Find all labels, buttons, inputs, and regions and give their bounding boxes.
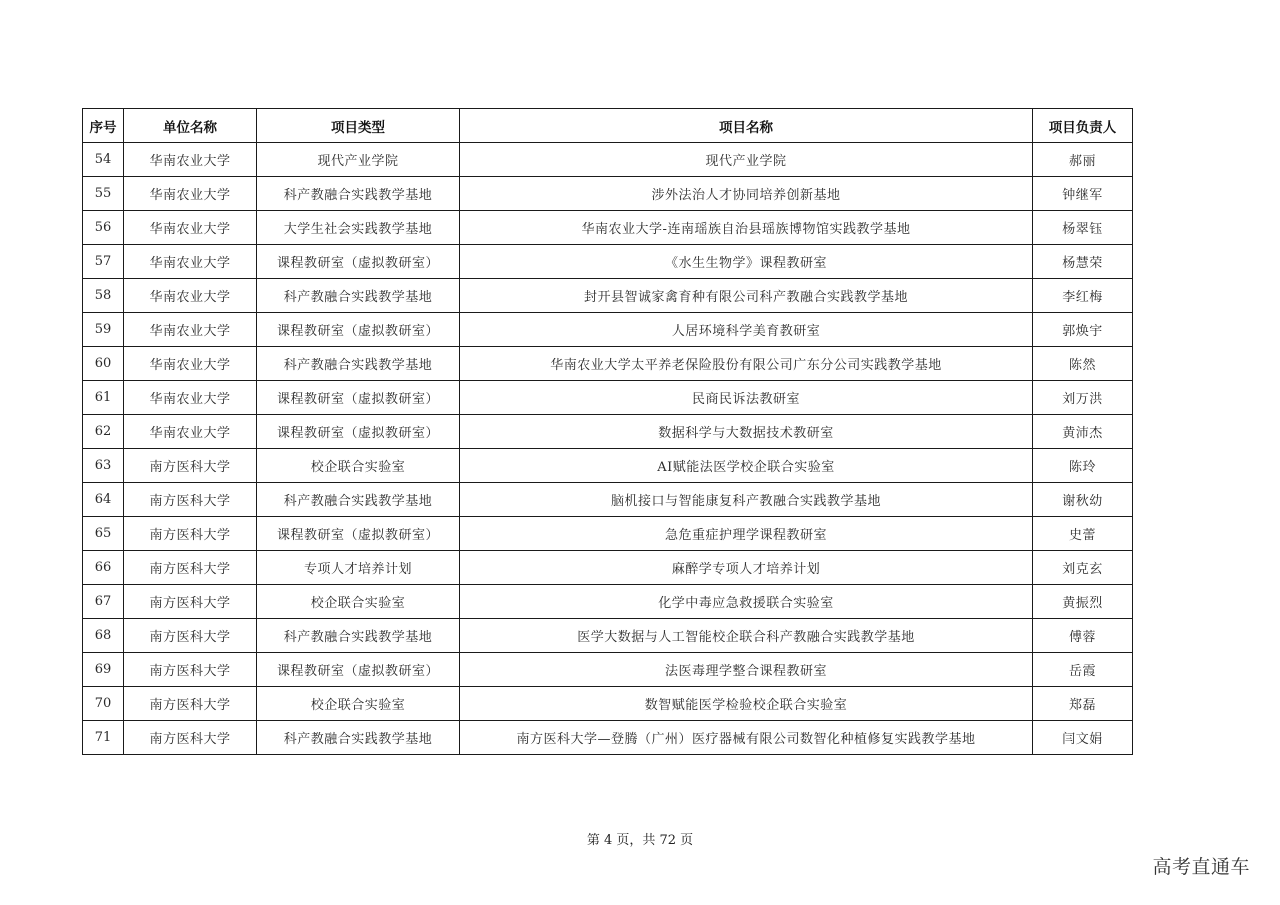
cell-unit: 华南农业大学 xyxy=(124,415,257,449)
cell-index: 66 xyxy=(83,551,124,585)
cell-unit: 华南农业大学 xyxy=(124,381,257,415)
cell-index: 56 xyxy=(83,211,124,245)
cell-project-name: 急危重症护理学课程教研室 xyxy=(460,517,1033,551)
table-body xyxy=(83,143,1133,755)
table-row xyxy=(83,483,1133,517)
cell-project-type: 课程教研室（虚拟教研室） xyxy=(257,313,460,347)
cell-index: 54 xyxy=(83,143,124,177)
table-row xyxy=(83,687,1133,721)
cell-leader: 岳霞 xyxy=(1033,653,1133,687)
cell-index: 58 xyxy=(83,279,124,313)
table-row xyxy=(83,177,1133,211)
cell-index: 63 xyxy=(83,449,124,483)
cell-index: 65 xyxy=(83,517,124,551)
cell-project-type: 科产教融合实践教学基地 xyxy=(257,619,460,653)
cell-unit: 南方医科大学 xyxy=(124,687,257,721)
cell-unit: 南方医科大学 xyxy=(124,483,257,517)
cell-leader: 傅蓉 xyxy=(1033,619,1133,653)
cell-project-type: 校企联合实验室 xyxy=(257,585,460,619)
cell-project-type: 科产教融合实践教学基地 xyxy=(257,177,460,211)
table-row xyxy=(83,211,1133,245)
header-project-name: 项目名称 xyxy=(460,109,1033,143)
cell-leader: 黄振烈 xyxy=(1033,585,1133,619)
cell-index: 61 xyxy=(83,381,124,415)
cell-project-name: 化学中毒应急救援联合实验室 xyxy=(460,585,1033,619)
cell-leader: 李红梅 xyxy=(1033,279,1133,313)
table-row xyxy=(83,653,1133,687)
cell-project-type: 专项人才培养计划 xyxy=(257,551,460,585)
table-row xyxy=(83,143,1133,177)
cell-project-type: 现代产业学院 xyxy=(257,143,460,177)
cell-leader: 郑磊 xyxy=(1033,687,1133,721)
cell-leader: 谢秋幼 xyxy=(1033,483,1133,517)
table-row xyxy=(83,619,1133,653)
table-row xyxy=(83,381,1133,415)
table-row xyxy=(83,517,1133,551)
cell-index: 70 xyxy=(83,687,124,721)
table-row xyxy=(83,347,1133,381)
cell-project-type: 课程教研室（虚拟教研室） xyxy=(257,415,460,449)
cell-project-name: 南方医科大学—登腾（广州）医疗器械有限公司数智化种植修复实践教学基地 xyxy=(460,721,1033,755)
cell-leader: 杨翠钰 xyxy=(1033,211,1133,245)
cell-project-type: 课程教研室（虚拟教研室） xyxy=(257,245,460,279)
cell-index: 67 xyxy=(83,585,124,619)
cell-unit: 南方医科大学 xyxy=(124,449,257,483)
cell-project-type: 大学生社会实践教学基地 xyxy=(257,211,460,245)
table-row xyxy=(83,449,1133,483)
cell-index: 60 xyxy=(83,347,124,381)
project-table xyxy=(82,108,1133,755)
cell-unit: 华南农业大学 xyxy=(124,279,257,313)
table-row xyxy=(83,551,1133,585)
cell-project-type: 校企联合实验室 xyxy=(257,687,460,721)
cell-index: 59 xyxy=(83,313,124,347)
cell-project-name: 民商民诉法教研室 xyxy=(460,381,1033,415)
cell-leader: 刘克玄 xyxy=(1033,551,1133,585)
page-number: 第 4 页，共 72 页 xyxy=(586,833,694,848)
cell-unit: 南方医科大学 xyxy=(124,517,257,551)
cell-leader: 陈然 xyxy=(1033,347,1133,381)
cell-leader: 刘万洪 xyxy=(1033,381,1133,415)
cell-project-type: 课程教研室（虚拟教研室） xyxy=(257,517,460,551)
cell-unit: 华南农业大学 xyxy=(124,143,257,177)
cell-leader: 钟继军 xyxy=(1033,177,1133,211)
cell-unit: 南方医科大学 xyxy=(124,551,257,585)
cell-index: 69 xyxy=(83,653,124,687)
cell-unit: 华南农业大学 xyxy=(124,177,257,211)
cell-project-type: 校企联合实验室 xyxy=(257,449,460,483)
cell-leader: 陈玲 xyxy=(1033,449,1133,483)
table-header-row xyxy=(83,109,1133,143)
table-row xyxy=(83,721,1133,755)
cell-project-name: 数据科学与大数据技术教研室 xyxy=(460,415,1033,449)
header-type: 项目类型 xyxy=(257,109,460,143)
table-row xyxy=(83,279,1133,313)
table-row xyxy=(83,245,1133,279)
cell-project-name: 现代产业学院 xyxy=(460,143,1033,177)
cell-project-name: AI赋能法医学校企联合实验室 xyxy=(460,449,1033,483)
cell-leader: 史蕾 xyxy=(1033,517,1133,551)
cell-leader: 杨慧荣 xyxy=(1033,245,1133,279)
cell-unit: 南方医科大学 xyxy=(124,721,257,755)
cell-project-type: 科产教融合实践教学基地 xyxy=(257,483,460,517)
cell-project-type: 课程教研室（虚拟教研室） xyxy=(257,653,460,687)
cell-unit: 南方医科大学 xyxy=(124,619,257,653)
cell-index: 62 xyxy=(83,415,124,449)
cell-leader: 黄沛杰 xyxy=(1033,415,1133,449)
cell-project-type: 科产教融合实践教学基地 xyxy=(257,279,460,313)
cell-index: 68 xyxy=(83,619,124,653)
cell-project-name: 麻醉学专项人才培养计划 xyxy=(460,551,1033,585)
cell-project-type: 科产教融合实践教学基地 xyxy=(257,721,460,755)
cell-index: 57 xyxy=(83,245,124,279)
cell-project-name: 封开县智诚家禽育种有限公司科产教融合实践教学基地 xyxy=(460,279,1033,313)
cell-project-name: 人居环境科学美育教研室 xyxy=(460,313,1033,347)
header-leader: 项目负责人 xyxy=(1033,109,1133,143)
cell-project-name: 华南农业大学太平养老保险股份有限公司广东分公司实践教学基地 xyxy=(460,347,1033,381)
header-index: 序号 xyxy=(83,109,124,143)
table-row xyxy=(83,313,1133,347)
watermark-text: 高考直通车 xyxy=(1152,856,1250,878)
table-row xyxy=(83,415,1133,449)
cell-unit: 华南农业大学 xyxy=(124,347,257,381)
cell-unit: 华南农业大学 xyxy=(124,211,257,245)
cell-project-name: 法医毒理学整合课程教研室 xyxy=(460,653,1033,687)
table-row xyxy=(83,585,1133,619)
cell-index: 55 xyxy=(83,177,124,211)
cell-project-name: 医学大数据与人工智能校企联合科产教融合实践教学基地 xyxy=(460,619,1033,653)
cell-unit: 南方医科大学 xyxy=(124,585,257,619)
cell-index: 64 xyxy=(83,483,124,517)
cell-leader: 闫文娟 xyxy=(1033,721,1133,755)
cell-project-type: 科产教融合实践教学基地 xyxy=(257,347,460,381)
cell-project-name: 华南农业大学-连南瑶族自治县瑶族博物馆实践教学基地 xyxy=(460,211,1033,245)
cell-unit: 南方医科大学 xyxy=(124,653,257,687)
header-unit: 单位名称 xyxy=(124,109,257,143)
cell-project-name: 数智赋能医学检验校企联合实验室 xyxy=(460,687,1033,721)
cell-leader: 郝丽 xyxy=(1033,143,1133,177)
cell-project-name: 脑机接口与智能康复科产教融合实践教学基地 xyxy=(460,483,1033,517)
cell-unit: 华南农业大学 xyxy=(124,245,257,279)
cell-index: 71 xyxy=(83,721,124,755)
cell-leader: 郭焕宇 xyxy=(1033,313,1133,347)
cell-project-name: 《水生生物学》课程教研室 xyxy=(460,245,1033,279)
cell-project-name: 涉外法治人才协同培养创新基地 xyxy=(460,177,1033,211)
cell-unit: 华南农业大学 xyxy=(124,313,257,347)
cell-project-type: 课程教研室（虚拟教研室） xyxy=(257,381,460,415)
